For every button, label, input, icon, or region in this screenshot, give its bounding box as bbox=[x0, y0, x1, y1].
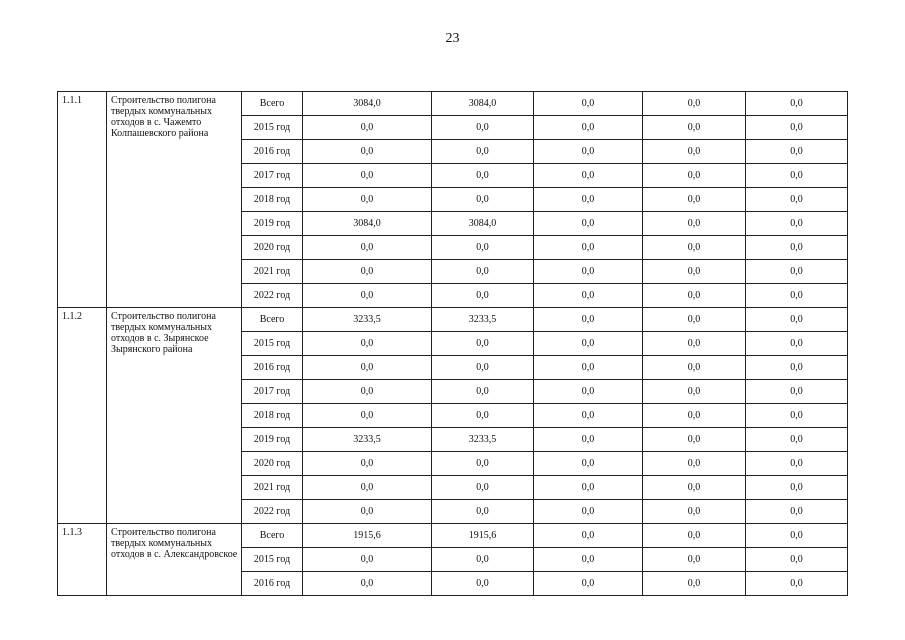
period-cell: 2022 год bbox=[242, 284, 303, 308]
item-code: 1.1.3 bbox=[58, 524, 107, 596]
value-cell: 0,0 bbox=[746, 284, 848, 308]
period-cell: Всего bbox=[242, 92, 303, 116]
value-cell: 0,0 bbox=[643, 212, 746, 236]
period-cell: 2018 год bbox=[242, 404, 303, 428]
value-cell: 0,0 bbox=[303, 140, 432, 164]
value-cell: 0,0 bbox=[432, 116, 534, 140]
value-cell: 0,0 bbox=[432, 452, 534, 476]
value-cell: 0,0 bbox=[746, 380, 848, 404]
table-row bbox=[58, 524, 848, 548]
period-cell: 2016 год bbox=[242, 572, 303, 596]
period-cell: 2017 год bbox=[242, 164, 303, 188]
value-cell: 0,0 bbox=[534, 380, 643, 404]
value-cell: 3084,0 bbox=[303, 92, 432, 116]
period-cell: 2020 год bbox=[242, 452, 303, 476]
value-cell: 3233,5 bbox=[432, 428, 534, 452]
value-cell: 0,0 bbox=[432, 332, 534, 356]
value-cell: 0,0 bbox=[643, 92, 746, 116]
value-cell: 0,0 bbox=[534, 428, 643, 452]
value-cell: 0,0 bbox=[534, 260, 643, 284]
value-cell: 0,0 bbox=[534, 404, 643, 428]
value-cell: 0,0 bbox=[746, 212, 848, 236]
value-cell: 0,0 bbox=[534, 500, 643, 524]
value-cell: 0,0 bbox=[432, 164, 534, 188]
period-cell: 2018 год bbox=[242, 188, 303, 212]
value-cell: 0,0 bbox=[534, 524, 643, 548]
value-cell: 0,0 bbox=[534, 116, 643, 140]
value-cell: 3084,0 bbox=[432, 92, 534, 116]
value-cell: 0,0 bbox=[643, 548, 746, 572]
value-cell: 0,0 bbox=[432, 404, 534, 428]
value-cell: 0,0 bbox=[746, 548, 848, 572]
value-cell: 0,0 bbox=[534, 92, 643, 116]
value-cell: 0,0 bbox=[746, 140, 848, 164]
value-cell: 0,0 bbox=[432, 476, 534, 500]
value-cell: 3233,5 bbox=[303, 308, 432, 332]
period-cell: Всего bbox=[242, 308, 303, 332]
value-cell: 0,0 bbox=[534, 308, 643, 332]
table-body bbox=[58, 92, 848, 596]
value-cell: 0,0 bbox=[303, 548, 432, 572]
value-cell: 0,0 bbox=[643, 332, 746, 356]
value-cell: 0,0 bbox=[303, 476, 432, 500]
value-cell: 0,0 bbox=[643, 308, 746, 332]
value-cell: 0,0 bbox=[534, 452, 643, 476]
item-title: Строительство полигона твердых коммунальных отходов в с. Александровское bbox=[107, 524, 242, 596]
value-cell: 0,0 bbox=[746, 500, 848, 524]
table-row bbox=[58, 308, 848, 332]
value-cell: 0,0 bbox=[746, 572, 848, 596]
value-cell: 0,0 bbox=[643, 524, 746, 548]
value-cell: 0,0 bbox=[643, 284, 746, 308]
value-cell: 0,0 bbox=[534, 212, 643, 236]
value-cell: 0,0 bbox=[746, 452, 848, 476]
value-cell: 0,0 bbox=[643, 260, 746, 284]
value-cell: 0,0 bbox=[432, 500, 534, 524]
value-cell: 3233,5 bbox=[432, 308, 534, 332]
item-code: 1.1.1 bbox=[58, 92, 107, 308]
value-cell: 0,0 bbox=[303, 332, 432, 356]
period-cell: Всего bbox=[242, 524, 303, 548]
value-cell: 0,0 bbox=[643, 452, 746, 476]
value-cell: 0,0 bbox=[303, 188, 432, 212]
value-cell: 0,0 bbox=[303, 164, 432, 188]
value-cell: 0,0 bbox=[534, 236, 643, 260]
value-cell: 0,0 bbox=[746, 428, 848, 452]
value-cell: 0,0 bbox=[746, 332, 848, 356]
value-cell: 0,0 bbox=[432, 284, 534, 308]
value-cell: 0,0 bbox=[746, 92, 848, 116]
value-cell: 0,0 bbox=[643, 116, 746, 140]
value-cell: 0,0 bbox=[534, 548, 643, 572]
value-cell: 0,0 bbox=[534, 476, 643, 500]
period-cell: 2016 год bbox=[242, 356, 303, 380]
value-cell: 0,0 bbox=[432, 188, 534, 212]
value-cell: 0,0 bbox=[303, 236, 432, 260]
value-cell: 0,0 bbox=[534, 188, 643, 212]
value-cell: 0,0 bbox=[303, 116, 432, 140]
value-cell: 0,0 bbox=[303, 260, 432, 284]
value-cell: 3084,0 bbox=[303, 212, 432, 236]
value-cell: 0,0 bbox=[303, 572, 432, 596]
value-cell: 0,0 bbox=[643, 164, 746, 188]
value-cell: 0,0 bbox=[643, 500, 746, 524]
period-cell: 2021 год bbox=[242, 476, 303, 500]
value-cell: 0,0 bbox=[643, 188, 746, 212]
period-cell: 2021 год bbox=[242, 260, 303, 284]
value-cell: 0,0 bbox=[432, 260, 534, 284]
value-cell: 0,0 bbox=[746, 476, 848, 500]
value-cell: 0,0 bbox=[432, 572, 534, 596]
value-cell: 0,0 bbox=[746, 188, 848, 212]
value-cell: 3233,5 bbox=[303, 428, 432, 452]
value-cell: 0,0 bbox=[432, 548, 534, 572]
value-cell: 0,0 bbox=[746, 236, 848, 260]
period-cell: 2017 год bbox=[242, 380, 303, 404]
page-number: 23 bbox=[445, 31, 460, 46]
value-cell: 1915,6 bbox=[432, 524, 534, 548]
period-cell: 2015 год bbox=[242, 548, 303, 572]
period-cell: 2020 год bbox=[242, 236, 303, 260]
value-cell: 0,0 bbox=[643, 236, 746, 260]
period-cell: 2019 год bbox=[242, 428, 303, 452]
value-cell: 0,0 bbox=[303, 452, 432, 476]
value-cell: 0,0 bbox=[746, 116, 848, 140]
item-title: Строительство полигона твердых коммунальных отходов в с. Зырянское Зырянского района bbox=[107, 308, 242, 524]
value-cell: 0,0 bbox=[643, 572, 746, 596]
value-cell: 0,0 bbox=[643, 476, 746, 500]
value-cell: 0,0 bbox=[534, 572, 643, 596]
value-cell: 0,0 bbox=[303, 380, 432, 404]
value-cell: 0,0 bbox=[746, 524, 848, 548]
value-cell: 0,0 bbox=[534, 356, 643, 380]
value-cell: 0,0 bbox=[534, 332, 643, 356]
value-cell: 0,0 bbox=[746, 164, 848, 188]
period-cell: 2019 год bbox=[242, 212, 303, 236]
table-row bbox=[58, 92, 848, 116]
value-cell: 0,0 bbox=[746, 308, 848, 332]
value-cell: 0,0 bbox=[432, 140, 534, 164]
value-cell: 0,0 bbox=[643, 404, 746, 428]
value-cell: 0,0 bbox=[432, 356, 534, 380]
value-cell: 0,0 bbox=[303, 404, 432, 428]
budget-table bbox=[57, 91, 848, 596]
value-cell: 0,0 bbox=[534, 164, 643, 188]
value-cell: 0,0 bbox=[746, 260, 848, 284]
value-cell: 0,0 bbox=[534, 284, 643, 308]
value-cell: 0,0 bbox=[432, 236, 534, 260]
period-cell: 2022 год bbox=[242, 500, 303, 524]
value-cell: 0,0 bbox=[303, 500, 432, 524]
value-cell: 0,0 bbox=[303, 284, 432, 308]
value-cell: 0,0 bbox=[643, 380, 746, 404]
period-cell: 2016 год bbox=[242, 140, 303, 164]
period-cell: 2015 год bbox=[242, 332, 303, 356]
value-cell: 0,0 bbox=[746, 356, 848, 380]
value-cell: 0,0 bbox=[643, 140, 746, 164]
item-title: Строительство полигона твердых коммунальных отходов в с. Чажемто Колпашевского района bbox=[107, 92, 242, 308]
item-code: 1.1.2 bbox=[58, 308, 107, 524]
period-cell: 2015 год bbox=[242, 116, 303, 140]
value-cell: 0,0 bbox=[746, 404, 848, 428]
value-cell: 0,0 bbox=[643, 428, 746, 452]
value-cell: 3084,0 bbox=[432, 212, 534, 236]
value-cell: 0,0 bbox=[534, 140, 643, 164]
value-cell: 0,0 bbox=[643, 356, 746, 380]
value-cell: 1915,6 bbox=[303, 524, 432, 548]
value-cell: 0,0 bbox=[303, 356, 432, 380]
value-cell: 0,0 bbox=[432, 380, 534, 404]
